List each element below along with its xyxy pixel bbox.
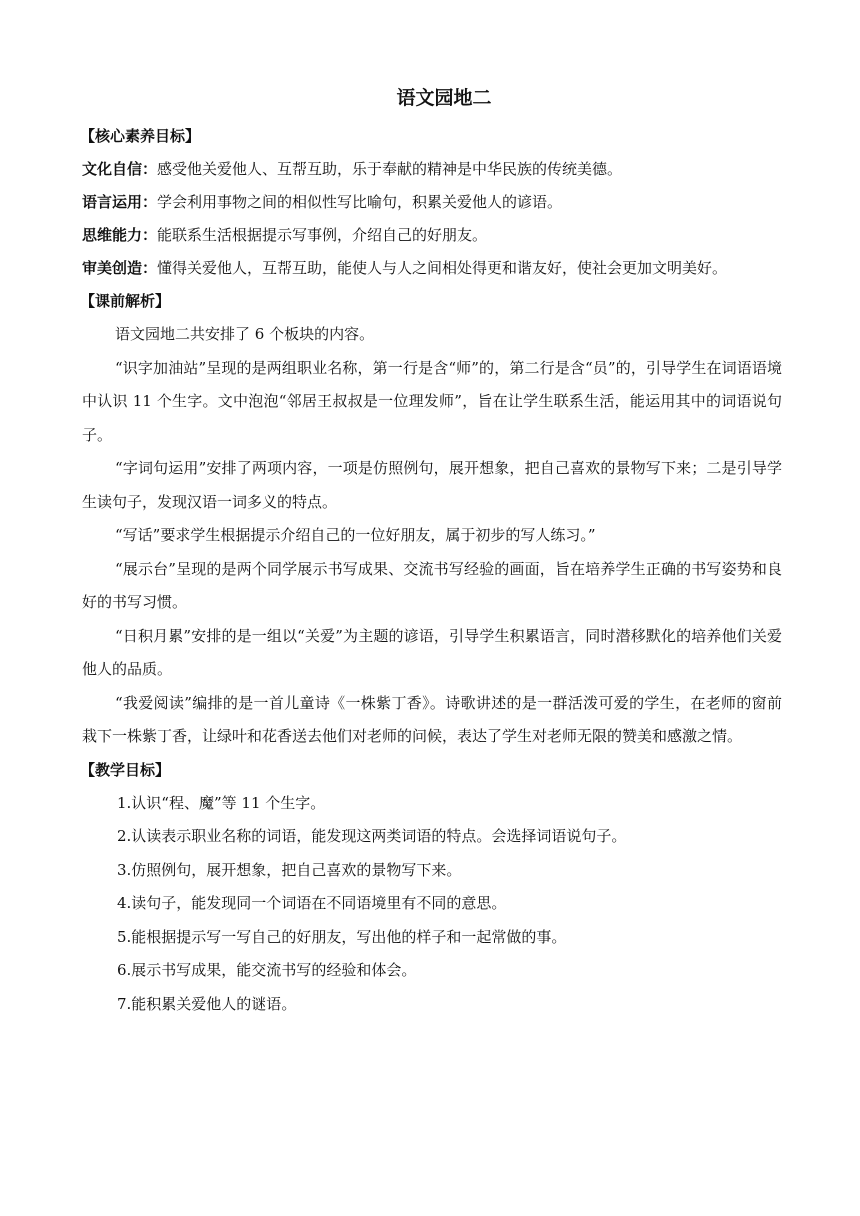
analysis-paragraph: “写话”要求学生根据提示介绍自己的一位好朋友，属于初步的写人练习。” xyxy=(115,526,596,544)
teaching-goal-item: 1.认识“程、魔”等 11 个生字。 xyxy=(117,793,326,812)
analysis-paragraph: “字词句运用”安排了两项内容，一项是仿照例句，展开想象，把自己喜欢的景物写下来；二是引导学生读句子，发现汉语一词多义的特点。 xyxy=(82,459,782,511)
goal-culture xyxy=(82,153,782,186)
goal-label: 语言运用： xyxy=(82,193,158,211)
teaching-goal-item: 6.展示书写成果，能交流书写的经验和体会。 xyxy=(117,961,417,979)
goal-text: 懂得关爱他人，互帮互助，能使人与人之间相处得更和谐友好，使社会更加文明美好。 xyxy=(157,259,728,277)
analysis-heading: 【课前解析】 xyxy=(80,292,171,310)
goal-text: 学会利用事物之间的相似性写比喻句，积累关爱他人的谚语。 xyxy=(157,193,563,211)
teaching-goal-item: 2.认读表示职业名称的词语，能发现这两类词语的特点。会选择词语说句子。 xyxy=(117,827,627,845)
analysis-paragraph: “识字加油站”呈现的是两组职业名称，第一行是含“师”的，第二行是含“员”的，引导学生在词语语境中认识 11 个生字。文中泡泡“邻居王叔叔是一位理发师”，旨在让学生联系生活，能运用其中的词语说句子。 xyxy=(82,358,782,444)
analysis-paragraph: “日积月累”安排的是一组以“关爱”为主题的谚语，引导学生积累语言，同时潜移默化的培养他们关爱他人的品质。 xyxy=(82,626,782,678)
core-goals-heading: 【核心素养目标】 xyxy=(80,127,201,145)
goal-label: 审美创造： xyxy=(82,259,158,277)
analysis-paragraph: “我爱阅读”编排的是一首儿童诗《一株紫丁香》。诗歌讲述的是一群活泼可爱的学生，在老师的窗前栽下一株紫丁香，让绿叶和花香送去他们对老师的问候，表达了学生对老师无限的赞美和感激之情。 xyxy=(82,693,782,745)
goal-text: 感受他关爱他人、互帮互助，乐于奉献的精神是中华民族的传统美德。 xyxy=(157,160,623,178)
teaching-goal-item: 5.能根据提示写一写自己的好朋友，写出他的样子和一起常做的事。 xyxy=(117,927,567,946)
goal-thinking xyxy=(82,219,782,252)
document-page xyxy=(82,84,782,1021)
goal-language xyxy=(82,186,782,219)
teaching-goal-item: 7.能积累关爱他人的谜语。 xyxy=(117,994,297,1013)
analysis-paragraph: 语文园地二共安排了 6 个板块的内容。 xyxy=(115,325,375,343)
document-title: 语文园地二 xyxy=(396,87,492,109)
goal-aesthetic xyxy=(82,252,782,285)
teaching-goal-item: 3.仿照例句，展开想象，把自己喜欢的景物写下来。 xyxy=(117,860,462,879)
analysis-paragraph: “展示台”呈现的是两个同学展示书写成果、交流书写经验的画面，旨在培养学生正确的书写姿势和良好的书写习惯。 xyxy=(82,559,782,611)
goal-label: 文化自信： xyxy=(82,160,158,178)
goal-label: 思维能力： xyxy=(82,226,158,244)
teaching-goals-heading: 【教学目标】 xyxy=(80,760,171,779)
goal-text: 能联系生活根据提示写事例，介绍自己的好朋友。 xyxy=(157,226,488,244)
teaching-goal-item: 4.读句子，能发现同一个词语在不同语境里有不同的意思。 xyxy=(117,894,507,912)
